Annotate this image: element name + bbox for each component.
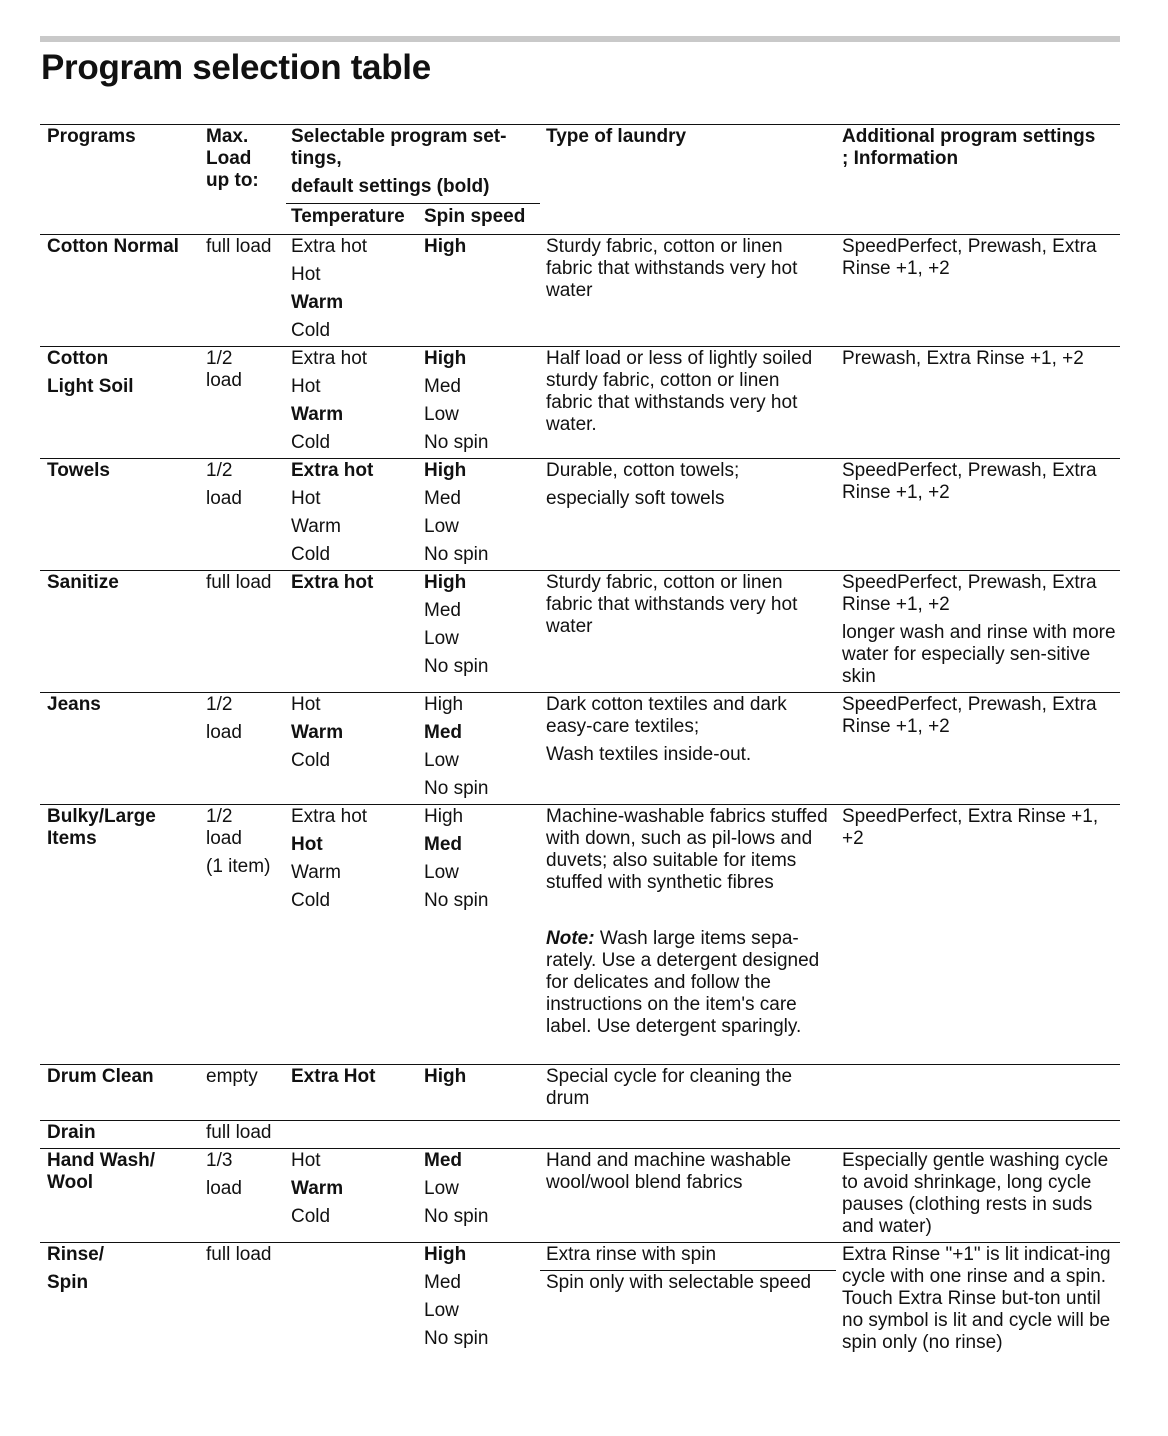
max-load: (1 item) bbox=[206, 856, 271, 877]
program-name: Rinse/ bbox=[47, 1244, 105, 1265]
spin-option: No spin bbox=[424, 1328, 489, 1349]
row-rule bbox=[40, 346, 1120, 347]
spin-option: Low bbox=[424, 404, 459, 425]
max-load: 1/2 bbox=[206, 460, 233, 481]
max-load: full load bbox=[206, 1244, 272, 1265]
program-name: Hand Wash/ bbox=[47, 1150, 156, 1171]
spin-option: High bbox=[424, 694, 464, 715]
temperature-option-default: Extra Hot bbox=[291, 1066, 376, 1087]
spin-option-default: High bbox=[424, 348, 467, 369]
spin-option: Low bbox=[424, 1300, 459, 1321]
program-name: Wool bbox=[47, 1172, 94, 1193]
laundry-type: Sturdy fabric, cotton or linen fabric that withstands very hot water bbox=[546, 572, 798, 637]
temperature-option: Cold bbox=[291, 320, 331, 341]
spin-option-default: Med bbox=[424, 722, 462, 743]
max-load: full load bbox=[206, 1122, 272, 1143]
program-name: Cotton Normal bbox=[47, 236, 179, 257]
laundry-type: Sturdy fabric, cotton or linen fabric that withstands very hot water bbox=[546, 236, 798, 301]
program-name: Towels bbox=[47, 460, 110, 481]
max-load: full load bbox=[206, 236, 272, 257]
header-bottom-rule bbox=[40, 234, 1120, 235]
note-text: Wash large items sepa-rately. Use a detergent designed for delicates and follow the instructions on the item's care label. Use detergent sparingly. bbox=[546, 928, 820, 1037]
max-load: load bbox=[206, 722, 242, 743]
max-load: 1/2 bbox=[206, 806, 233, 827]
header-additional-1: Additional program settings bbox=[842, 126, 1096, 147]
spin-option-default: Med bbox=[424, 1150, 462, 1171]
spin-option: Med bbox=[424, 1272, 461, 1293]
spin-option: Low bbox=[424, 1178, 459, 1199]
program-name: Cotton bbox=[47, 348, 109, 369]
program-name: Bulky/Large bbox=[47, 806, 156, 827]
header-additional-2: ; Information bbox=[842, 148, 959, 169]
header-max-load-3: up to: bbox=[206, 170, 259, 191]
laundry-type: especially soft towels bbox=[546, 488, 725, 509]
temperature-option-default: Warm bbox=[291, 292, 344, 313]
temperature-option-default: Warm bbox=[291, 1178, 344, 1199]
spin-option: Low bbox=[424, 750, 459, 771]
row-rule bbox=[40, 1242, 1120, 1243]
additional-info: SpeedPerfect, Prewash, Extra Rinse +1, +2 bbox=[842, 572, 1097, 615]
temperature-option: Cold bbox=[291, 890, 331, 911]
max-load: full load bbox=[206, 572, 272, 593]
spin-option: No spin bbox=[424, 778, 489, 799]
row-rule bbox=[40, 1120, 1120, 1121]
temperature-option: Hot bbox=[291, 1150, 321, 1171]
additional-info: Especially gentle washing cycle to avoid shrinkage, long cycle pauses (clothing rests in suds and water) bbox=[842, 1150, 1109, 1237]
spin-option-default: Med bbox=[424, 834, 462, 855]
laundry-type: Wash textiles inside-out. bbox=[546, 744, 752, 765]
spin-option: High bbox=[424, 806, 464, 827]
header-bar bbox=[40, 36, 1120, 42]
spin-option: Low bbox=[424, 862, 459, 883]
temperature-option-default: Extra hot bbox=[291, 460, 374, 481]
spin-option: Med bbox=[424, 488, 461, 509]
max-load: 1/3 bbox=[206, 1150, 233, 1171]
spin-option: No spin bbox=[424, 544, 489, 565]
row-rule bbox=[40, 1148, 1120, 1149]
header-selectable-1: Selectable program set- bbox=[291, 126, 507, 147]
program-name: Jeans bbox=[47, 694, 101, 715]
header-max-load-2: Load bbox=[206, 148, 252, 169]
additional-info: longer wash and rinse with more water for especially sen-sitive skin bbox=[842, 622, 1116, 687]
temperature-option-default: Warm bbox=[291, 722, 344, 743]
note-label: Note: bbox=[546, 928, 595, 949]
header-spin-speed: Spin speed bbox=[424, 206, 526, 227]
row-rule bbox=[40, 570, 1120, 571]
additional-info: Extra Rinse "+1" is lit indicat-ing cycle with one rinse and a spin. Touch Extra Rinse but-ton until no symbol is lit and cycle will be spin only (no rinse) bbox=[842, 1244, 1111, 1353]
max-load: 1/2 bbox=[206, 694, 233, 715]
temperature-option: Hot bbox=[291, 488, 321, 509]
max-load: load bbox=[206, 488, 242, 509]
subheader-rule bbox=[286, 203, 540, 204]
temperature-option-default: Warm bbox=[291, 404, 344, 425]
program-name: Drum Clean bbox=[47, 1066, 154, 1087]
spin-option: Med bbox=[424, 376, 461, 397]
row-rule bbox=[40, 458, 1120, 459]
max-load: 1/2 load bbox=[206, 348, 242, 391]
temperature-option: Hot bbox=[291, 694, 321, 715]
table-top-rule bbox=[40, 124, 1120, 125]
temperature-option: Warm bbox=[291, 862, 341, 883]
laundry-type: Spin only with selectable speed bbox=[546, 1272, 812, 1293]
additional-info: SpeedPerfect, Extra Rinse +1, +2 bbox=[842, 806, 1099, 849]
max-load: load bbox=[206, 828, 242, 849]
laundry-type: Dark cotton textiles and dark easy-care textiles; bbox=[546, 694, 787, 737]
header-defaults: default settings (bold) bbox=[291, 176, 490, 197]
temperature-option: Warm bbox=[291, 516, 341, 537]
spin-option: No spin bbox=[424, 656, 489, 677]
spin-option-default: High bbox=[424, 1066, 467, 1087]
temperature-option-default: Hot bbox=[291, 834, 323, 855]
laundry-type: Extra rinse with spin bbox=[546, 1244, 717, 1265]
row-rule bbox=[40, 692, 1120, 693]
program-name: Drain bbox=[47, 1122, 96, 1143]
header-max-load-1: Max. bbox=[206, 126, 249, 147]
laundry-type: Special cycle for cleaning the drum bbox=[546, 1066, 793, 1109]
row-rule bbox=[40, 804, 1120, 805]
additional-info: Prewash, Extra Rinse +1, +2 bbox=[842, 348, 1084, 369]
spin-option: Low bbox=[424, 516, 459, 537]
spin-option: No spin bbox=[424, 1206, 489, 1227]
temperature-option: Extra hot bbox=[291, 236, 368, 257]
temperature-option: Hot bbox=[291, 264, 321, 285]
spin-option-default: High bbox=[424, 572, 467, 593]
temperature-option: Cold bbox=[291, 544, 331, 565]
temperature-option-default: Extra hot bbox=[291, 572, 374, 593]
row-rule bbox=[40, 1064, 1120, 1065]
laundry-type: Hand and machine washable wool/wool blend fabrics bbox=[546, 1150, 792, 1193]
temperature-option: Cold bbox=[291, 1206, 331, 1227]
laundry-type: Machine-washable fabrics stuffed with down, such as pil-lows and duvets; also suitable for items stuffed with synthetic fibres bbox=[546, 806, 828, 893]
laundry-type: Half load or less of lightly soiled sturdy fabric, cotton or linen fabric that withstands very hot water. bbox=[546, 348, 813, 435]
additional-info: SpeedPerfect, Prewash, Extra Rinse +1, +2 bbox=[842, 460, 1097, 503]
program-name: Sanitize bbox=[47, 572, 119, 593]
rinse-split-rule bbox=[540, 1270, 836, 1271]
max-load: load bbox=[206, 1178, 242, 1199]
spin-option: No spin bbox=[424, 890, 489, 911]
program-name: Spin bbox=[47, 1272, 89, 1293]
temperature-option: Cold bbox=[291, 432, 331, 453]
page-title: Program selection table bbox=[41, 48, 431, 87]
temperature-option: Hot bbox=[291, 376, 321, 397]
spin-option: Med bbox=[424, 600, 461, 621]
spin-option: No spin bbox=[424, 432, 489, 453]
temperature-option: Extra hot bbox=[291, 806, 368, 827]
laundry-note bbox=[546, 928, 831, 1038]
program-name: Items bbox=[47, 828, 97, 849]
laundry-type: Durable, cotton towels; bbox=[546, 460, 740, 481]
header-temperature: Temperature bbox=[291, 206, 405, 227]
max-load: empty bbox=[206, 1066, 258, 1087]
spin-option-default: High bbox=[424, 460, 467, 481]
temperature-option: Cold bbox=[291, 750, 331, 771]
spin-option-default: High bbox=[424, 236, 467, 257]
header-selectable-2: tings, bbox=[291, 148, 342, 169]
header-type-of-laundry: Type of laundry bbox=[546, 126, 687, 147]
additional-info: SpeedPerfect, Prewash, Extra Rinse +1, +2 bbox=[842, 236, 1097, 279]
spin-option: Low bbox=[424, 628, 459, 649]
temperature-option: Extra hot bbox=[291, 348, 368, 369]
additional-info: SpeedPerfect, Prewash, Extra Rinse +1, +2 bbox=[842, 694, 1097, 737]
spin-option-default: High bbox=[424, 1244, 467, 1265]
header-programs: Programs bbox=[47, 126, 136, 147]
program-name: Light Soil bbox=[47, 376, 134, 397]
